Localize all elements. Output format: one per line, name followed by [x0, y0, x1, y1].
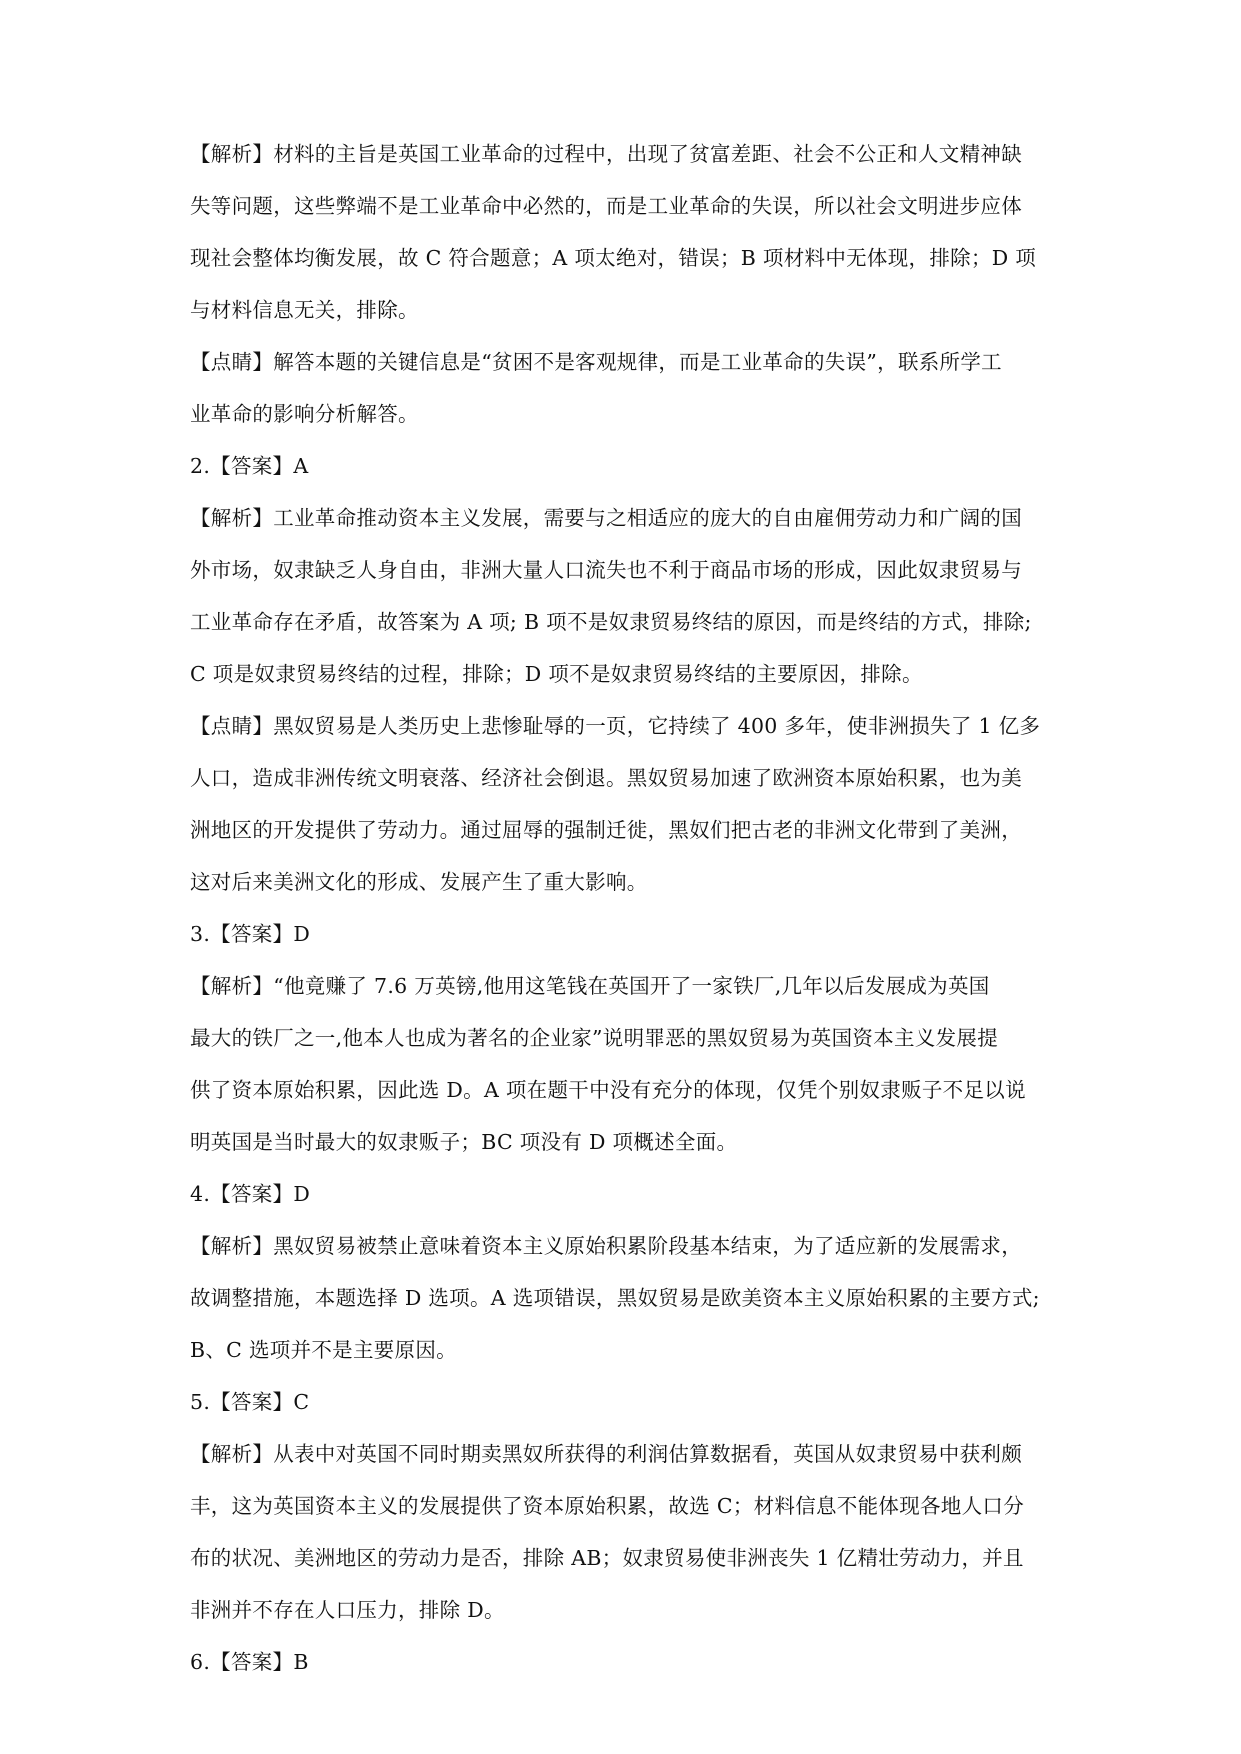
text-line: 非洲并不存在人口压力，排除 D。 — [190, 1598, 505, 1622]
text-line: 布的状况、美洲地区的劳动力是否，排除 AB；奴隶贸易使非洲丧失 1 亿精壮劳动力，并且 — [190, 1546, 1024, 1570]
answer-heading: 3.【答案】D — [190, 922, 311, 946]
text-line: 【点睛】黑奴贸易是人类历史上悲惨耻辱的一页，它持续了 400 多年，使非洲损失了 1 亿多 — [190, 714, 1041, 738]
text-line: 供了资本原始积累，因此选 D。A 项在题干中没有充分的体现，仅凭个别奴隶贩子不足以说 — [190, 1078, 1026, 1102]
text-line: 与材料信息无关，排除。 — [190, 298, 419, 322]
text-line: C 项是奴隶贸易终结的过程，排除；D 项不是奴隶贸易终结的主要原因，排除。 — [190, 662, 923, 686]
answer-heading: 2.【答案】A — [190, 454, 309, 478]
text-line: 【解析】工业革命推动资本主义发展，需要与之相适应的庞大的自由雇佣劳动力和广阔的国 — [190, 506, 1022, 530]
text-line: 人口，造成非洲传统文明衰落、经济社会倒退。黑奴贸易加速了欧洲资本原始积累，也为美 — [190, 766, 1022, 790]
text-line: 【解析】“他竟赚了 7.6 万英镑,他用这笔钱在英国开了一家铁厂,几年以后发展成为英国 — [190, 974, 990, 998]
text-line: 现社会整体均衡发展，故 C 符合题意；A 项太绝对，错误；B 项材料中无体现，排除；D 项 — [190, 246, 1037, 270]
text-line: B、C 选项并不是主要原因。 — [190, 1338, 457, 1362]
text-line: 丰，这为英国资本主义的发展提供了资本原始积累，故选 C；材料信息不能体现各地人口分 — [190, 1494, 1024, 1518]
text-line: 明英国是当时最大的奴隶贩子；BC 项没有 D 项概述全面。 — [190, 1130, 738, 1154]
text-line: 工业革命存在矛盾，故答案为 A 项; B 项不是奴隶贸易终结的原因，而是终结的方式，排除; — [190, 610, 1032, 634]
text-line: 【解析】黑奴贸易被禁止意味着资本主义原始积累阶段基本结束，为了适应新的发展需求， — [190, 1234, 1022, 1258]
text-line: 故调整措施，本题选择 D 选项。A 选项错误，黑奴贸易是欧美资本主义原始积累的主要方式; — [190, 1286, 1040, 1310]
text-line: 业革命的影响分析解答。 — [190, 402, 419, 426]
text-line: 外市场，奴隶缺乏人身自由，非洲大量人口流失也不利于商品市场的形成，因此奴隶贸易与 — [190, 558, 1022, 582]
text-line: 最大的铁厂之一,他本人也成为著名的企业家”说明罪恶的黑奴贸易为英国资本主义发展提 — [190, 1026, 998, 1050]
answer-heading: 4.【答案】D — [190, 1182, 311, 1206]
text-line: 洲地区的开发提供了劳动力。通过屈辱的强制迁徙，黑奴们把古老的非洲文化带到了美洲， — [190, 818, 1022, 842]
text-line: 失等问题，这些弊端不是工业革命中必然的，而是工业革命的失误，所以社会文明进步应体 — [190, 194, 1022, 218]
text-line: 这对后来美洲文化的形成、发展产生了重大影响。 — [190, 870, 648, 894]
text-line: 【解析】材料的主旨是英国工业革命的过程中，出现了贫富差距、社会不公正和人文精神缺 — [190, 142, 1022, 166]
answer-heading: 5.【答案】C — [190, 1390, 310, 1414]
answer-heading: 6.【答案】B — [190, 1650, 309, 1674]
page-body — [190, 128, 1050, 1688]
text-line: 【点睛】解答本题的关键信息是“贫困不是客观规律，而是工业革命的失误”，联系所学工 — [190, 350, 1002, 374]
text-line: 【解析】从表中对英国不同时期卖黑奴所获得的利润估算数据看，英国从奴隶贸易中获利颇 — [190, 1442, 1022, 1466]
